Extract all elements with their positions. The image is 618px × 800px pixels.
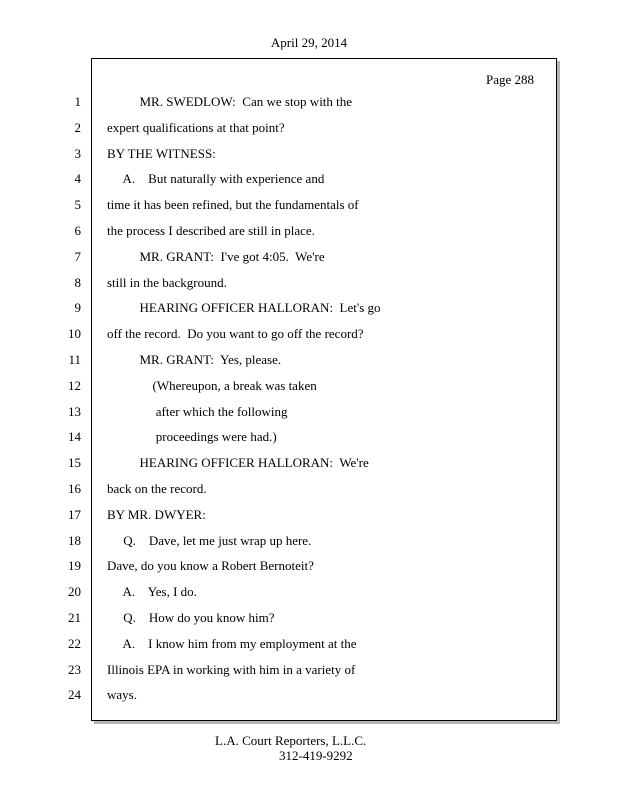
transcript-line: off the record. Do you want to go off the record? <box>107 326 364 342</box>
line-number: 10 <box>68 326 81 342</box>
line-number: 5 <box>74 197 81 213</box>
transcript-line: time it has been refined, but the fundamentals of <box>107 197 359 213</box>
line-number: 9 <box>74 300 81 316</box>
line-number: 24 <box>68 687 81 703</box>
court-reporter-phone: 312-419-9292 <box>279 748 353 763</box>
transcript-line: Q. How do you know him? <box>107 609 275 625</box>
transcript-line: after which the following <box>107 403 288 419</box>
line-number-column <box>0 94 81 713</box>
line-number: 18 <box>68 532 81 548</box>
transcript-line: proceedings were had.) <box>107 429 277 445</box>
line-number: 6 <box>74 222 81 238</box>
line-number: 16 <box>68 480 81 496</box>
transcript-line: BY MR. DWYER: <box>107 506 206 522</box>
transcript-line: BY THE WITNESS: <box>107 145 216 161</box>
line-number: 12 <box>68 377 81 393</box>
line-number: 15 <box>68 455 81 471</box>
transcript-line: (Whereupon, a break was taken <box>107 377 317 393</box>
line-number: 7 <box>74 248 81 264</box>
transcript-line: A. I know him from my employment at the <box>107 635 357 651</box>
line-number: 13 <box>68 403 81 419</box>
line-number: 4 <box>74 171 81 187</box>
transcript-line: HEARING OFFICER HALLORAN: We're <box>107 455 369 471</box>
line-number: 19 <box>68 558 81 574</box>
line-number: 21 <box>68 609 81 625</box>
transcript-line: MR. GRANT: I've got 4:05. We're <box>107 248 325 264</box>
transcript-text <box>107 94 547 713</box>
line-number: 22 <box>68 635 81 651</box>
transcript-line: still in the background. <box>107 274 227 290</box>
transcript-line: ways. <box>107 687 137 703</box>
transcript-line: Q. Dave, let me just wrap up here. <box>107 532 312 548</box>
line-number: 11 <box>68 351 81 367</box>
transcript-line: HEARING OFFICER HALLORAN: Let's go <box>107 300 381 316</box>
transcript-line: MR. SWEDLOW: Can we stop with the <box>107 94 353 109</box>
transcript-line: A. But naturally with experience and <box>107 171 325 187</box>
transcript-line: back on the record. <box>107 480 207 496</box>
transcript-line: expert qualifications at that point? <box>107 119 285 135</box>
line-number: 14 <box>68 429 81 445</box>
line-number: 1 <box>74 94 81 109</box>
transcript-line: Illinois EPA in working with him in a variety of <box>107 661 356 677</box>
line-number: 17 <box>68 506 81 522</box>
transcript-line: MR. GRANT: Yes, please. <box>107 351 282 367</box>
line-number: 3 <box>74 145 81 161</box>
line-number: 2 <box>74 119 81 135</box>
line-number: 20 <box>68 584 81 600</box>
transcript-line: A. Yes, I do. <box>107 584 197 600</box>
line-number: 23 <box>68 661 81 677</box>
page-number: Page 288 <box>485 72 534 87</box>
line-number: 8 <box>74 274 81 290</box>
court-reporter-company: L.A. Court Reporters, L.L.C. <box>215 733 367 748</box>
transcript-line: the process I described are still in place. <box>107 222 315 238</box>
transcript-line: Dave, do you know a Robert Bernoteit? <box>107 558 314 574</box>
transcript-date: April 29, 2014 <box>270 35 348 50</box>
